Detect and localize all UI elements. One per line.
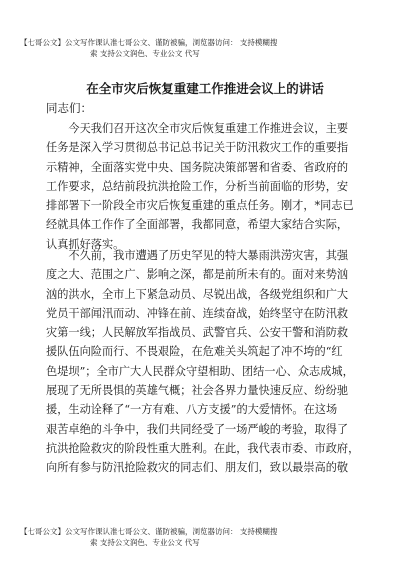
text-line: 援队伍向险而行、不畏艰险，在危难关头筑起了冲不垮的“红: [46, 345, 343, 359]
text-line: 示精神，全面落实党中央、国务院决策部署和省委、省政府的: [46, 160, 349, 174]
text-line: 今天我们召开这次全市灾后恢复重建工作推进会议，主要: [46, 122, 349, 135]
text-line: 抗洪抢险救灾的阶段性重大胜利。在此，我代表市委、市政府，: [46, 441, 360, 455]
paragraph-2: [46, 246, 364, 478]
text-line: 不久前，我市遭遇了历史罕见的特大暴雨洪涝灾害，其强: [46, 249, 349, 262]
watermark-banner-bottom: [20, 526, 390, 548]
text-line: 任务是深入学习贯彻总书记总书记关于防汛救灾工作的重要指: [46, 141, 349, 155]
text-line: 展现了无所畏惧的英雄气概；社会各界力量快速反应、纷纷驰: [46, 384, 349, 398]
text-line: 色堤坝”；全市广大人民群众守望相助、团结一心、众志成城，: [46, 364, 354, 378]
text-line: 认真抓好落实。: [46, 237, 125, 251]
banner-line: 索 支持公文润色、专业公文 代写: [90, 49, 200, 58]
text-line: 向所有参与防汛抢险救灾的同志们、朋友们，致以最崇高的敬: [46, 461, 349, 475]
text-line: 艰苦卓绝的斗争中，我们共同经受了一场严峻的考验，取得了: [46, 422, 349, 436]
text-line: 党员干部闻汛而动、冲锋在前、连续奋战，始终坚守在防汛救: [46, 306, 349, 320]
salutation: 同志们：: [46, 101, 92, 115]
text-line: 排部署下一阶段全市灾后恢复重建的重点任务。刚才，*同志已: [46, 199, 354, 213]
banner-line: 索 支持公文润色、专业公文 代写: [90, 538, 200, 547]
text-line: 汹的洪水，全市上下紧急动员、尽锐出战，各级党组织和广大: [46, 287, 349, 301]
paragraph-1: [46, 119, 364, 254]
text-line: 援，生动诠释了“一方有难、八方支援”的大爱情怀。在这场: [46, 403, 338, 417]
document-title: 在全市灾后恢复重建工作推进会议上的讲话: [86, 81, 324, 96]
text-line: 灾第一线；人民解放军指战员、武警官兵、公安干警和消防救: [46, 326, 349, 340]
text-line: 度之大、范围之广、影响之深，都是前所未有的。面对来势汹: [46, 268, 349, 282]
banner-line: 【七哥公文】公文写作课认准七哥公文、谨防被骗，浏览器访问： 支持模糊搜: [20, 527, 278, 536]
text-line: 经就具体工作作了全面部署，我都同意，希望大家结合实际，: [46, 218, 349, 232]
watermark-banner-top: [20, 37, 390, 59]
text-line: 工作要求，总结前段抗洪抢险工作，分析当前面临的形势，安: [46, 179, 349, 193]
banner-line: 【七哥公文】公文写作课认准七哥公文、谨防被骗，浏览器访问： 支持模糊搜: [20, 38, 278, 47]
